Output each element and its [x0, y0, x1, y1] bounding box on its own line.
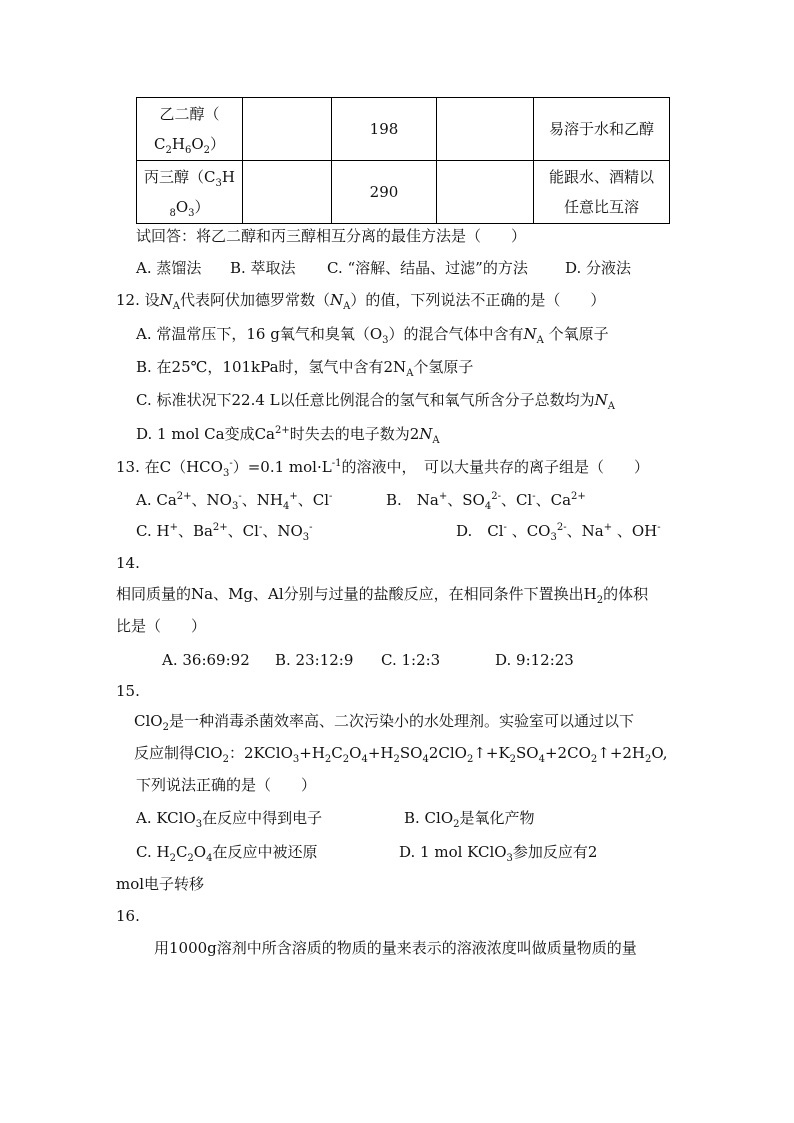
- q13-stem: 13. 在$C(HCO_3^-)=0.1$ $mol\cdot L^{-1}$的溶液中， 可以大量共存的离子组是（ ）: [116, 458, 649, 479]
- q16-stem-line1: 用1000g溶剂中所含溶质的物质的量来表示的溶液浓度叫做质量物质的量: [154, 939, 637, 957]
- table-cell-name: [137, 161, 243, 224]
- table-cell-empty: [437, 98, 534, 161]
- q14-option-b: B. 23:12:9: [275, 651, 354, 669]
- q13-option-b: B. Na+、$SO_4^{2-}$、Cl-、$Ca^{2+}$: [386, 491, 586, 512]
- q13-option-a: A. $Ca^{2+}$、$NO_3^-$、$NH_4^+$、Cl-: [136, 491, 333, 512]
- table-cell-boiling: 290: [332, 161, 437, 224]
- table-cell-name: [137, 98, 243, 161]
- q15-option-b: B. ClO$_2$是氧化产物: [404, 809, 535, 830]
- q15-stem-line3: 下列说法正确的是（ ）: [136, 776, 317, 794]
- q14-stem-line2: 比是（ ）: [116, 617, 207, 635]
- ethylene-glycol-formula: $C_2H_6O_2$）: [153, 135, 226, 156]
- q15-option-c: C. $H_2C_2O_4$在反应中被还原: [136, 843, 318, 864]
- q15-option-d-cont: mol电子转移: [116, 875, 205, 893]
- q11-option-b: B. 萃取法: [230, 259, 296, 277]
- table-row: [137, 98, 670, 161]
- glycerol-formula: $_8O_3$）: [169, 198, 210, 219]
- table-row: [137, 161, 670, 224]
- q12-option-b: B. 在25℃，101kPa时，氢气中含有$2N_A$个氢原子: [136, 358, 474, 379]
- q13-option-d: D. Cl- 、$CO_3^{2-}$、Na+ 、OH-: [456, 522, 661, 543]
- q13-option-c: C. H+、$Ba^{2+}$、Cl-、$NO_3^-$: [136, 522, 313, 543]
- q11-stem: 试回答：将乙二醇和丙三醇相互分离的最佳方法是（ ）: [136, 227, 527, 245]
- property-table: [136, 97, 670, 224]
- ethylene-glycol-name: 乙二醇（: [159, 105, 220, 123]
- q14-option-c: C. 1:2:3: [381, 651, 441, 669]
- q11-option-c: C. “溶解、结晶、过滤”的方法: [327, 259, 528, 277]
- q14-stem-line1: 相同质量的Na、Mg、Al分别与过量的盐酸反应，在相同条件下置换出$H_2$的体积: [116, 585, 649, 606]
- q15-option-a: A. KClO$_3$在反应中得到电子: [136, 809, 323, 830]
- q15-stem-line2: 反应制得ClO$_2$：$2KClO_3+H_2C_2O_4+H_2SO_42ClO_2↑+K_2SO_4+2CO_2↑+2H_2O$,: [134, 744, 668, 765]
- q15-option-d: D. 1 mol KClO$_3$参加反应有2: [399, 843, 598, 864]
- q15-number: 15.: [116, 682, 140, 700]
- q12-option-c: C. 标准状况下22.4 L以任意比例混合的氢气和氧气所含分子总数均为$N_A$: [136, 391, 615, 412]
- q11-option-d: D. 分液法: [565, 259, 632, 277]
- q16-number: 16.: [116, 907, 140, 925]
- q14-option-d: D. 9:12:23: [495, 651, 574, 669]
- q12-option-a: A. 常温常压下，16 g氧气和臭氧$(O_3)$的混合气体中含有$N_A$ 个氧原子: [136, 325, 609, 346]
- table-cell-empty: [437, 161, 534, 224]
- glycerol-name: 丙三醇（$C_3H$: [144, 168, 235, 189]
- table-cell-solubility: 能跟水、酒精以 任意比互溶: [534, 161, 670, 224]
- q14-option-a: A. 36:69:92: [162, 651, 250, 669]
- table-cell-boiling: 198: [332, 98, 437, 161]
- q12-option-d: D. 1 mol Ca变成$Ca^{2+}$时失去的电子数为$2N_A$: [136, 425, 440, 446]
- q15-stem-line1: ClO$_2$是一种消毒杀菌效率高、二次污染小的水处理剂。实验室可以通过以下: [134, 712, 634, 733]
- q12-stem: 12. 设$N_A$代表阿伏加德罗常数$(N_A)$的值，下列说法不正确的是（ ）: [116, 291, 606, 312]
- q11-option-a: A. 蒸馏法: [136, 259, 202, 277]
- table-cell-empty: [243, 98, 332, 161]
- table-cell-empty: [243, 161, 332, 224]
- table-cell-solubility: 易溶于水和乙醇: [534, 98, 670, 161]
- q14-number: 14.: [116, 554, 140, 572]
